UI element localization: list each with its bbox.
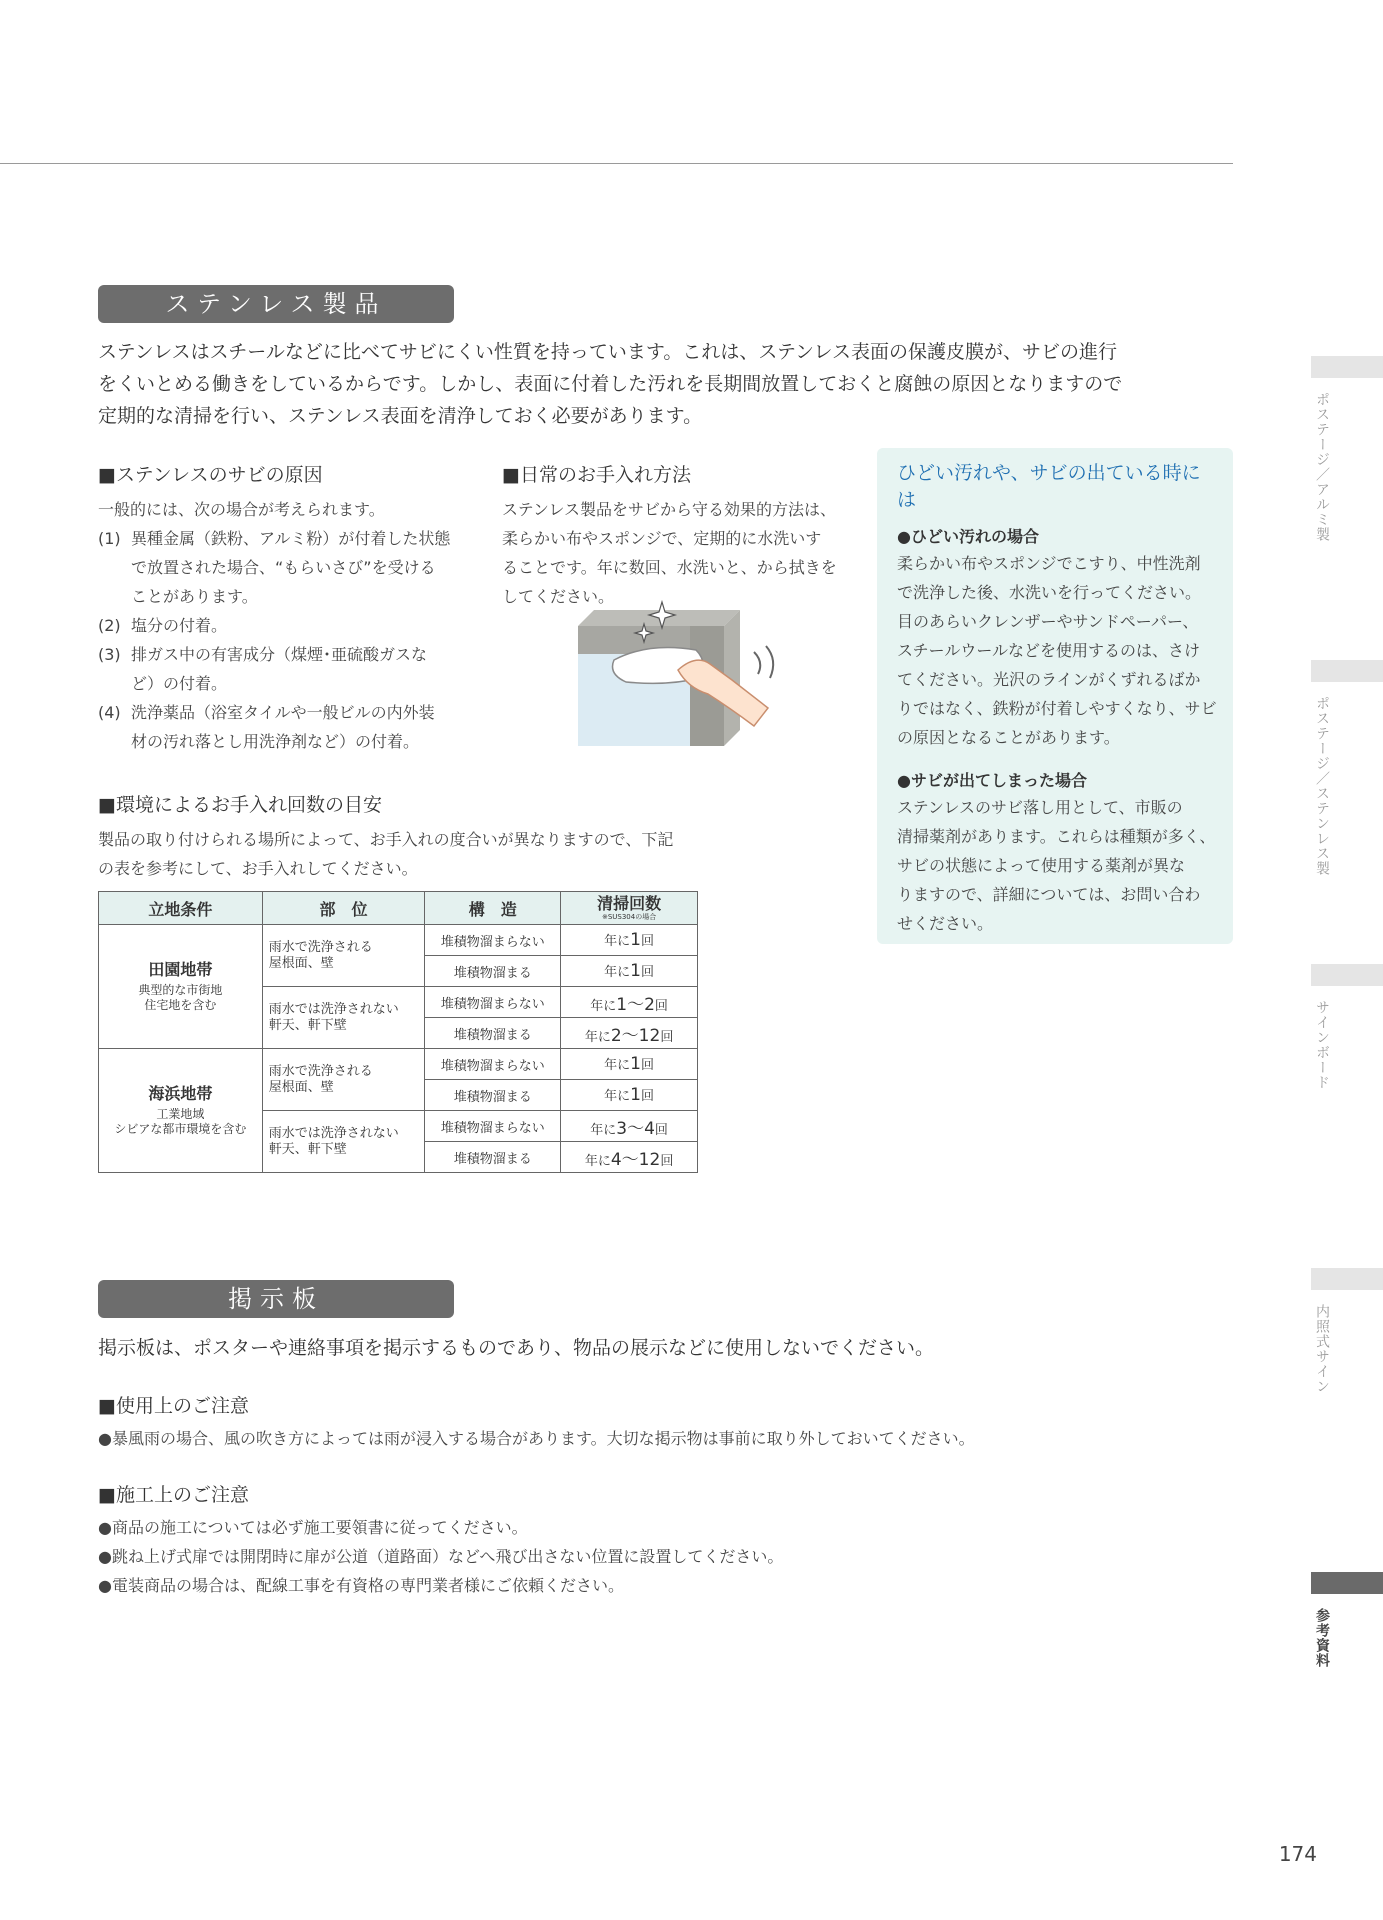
part-washed: 雨水で洗浄される 屋根面、壁 xyxy=(262,925,425,987)
header-frequency: 清掃回数 ※SUS304の場合 xyxy=(561,892,698,925)
usage-item: ●暴風雨の場合、風の吹き方によっては雨が浸入する場合があります。大切な掲示物は事前に取り外しておいてください。 xyxy=(98,1429,975,1448)
board-usage xyxy=(98,1391,1248,1453)
environment-section xyxy=(98,790,718,883)
environment-heading: ■環境によるお手入れ回数の目安 xyxy=(98,794,382,816)
site-coastal: 海浜地帯 工業地域 シビアな都市環境を含む xyxy=(99,1049,263,1173)
part-not-washed: 雨水では洗浄されない 軒天、軒下壁 xyxy=(262,1111,425,1173)
section-title-stainless: ステンレス製品 xyxy=(98,285,454,323)
cause-item: (2) 塩分の付着。 xyxy=(98,616,228,635)
board-intro: 掲示板は、ポスターや連絡事項を掲示するものであり、物品の展示などに使用しないでください。 xyxy=(98,1337,935,1359)
structure-cell: 堆積物溜まらない xyxy=(425,1049,561,1080)
cause-item: (3) 排ガス中の有害成分（煤煙･亜硫酸ガスな ど）の付着。 xyxy=(98,645,428,693)
cleaning-frequency-table xyxy=(98,891,698,1173)
frequency-cell: 年に1回 xyxy=(561,925,698,956)
structure-cell: 堆積物溜まらない xyxy=(425,987,561,1018)
rust-causes-lead: 一般的には、次の場合が考えられます。 xyxy=(98,500,385,519)
stainless-intro xyxy=(98,336,1248,432)
usage-heading: ■使用上のご注意 xyxy=(98,1395,249,1417)
frequency-cell: 年に1〜2回 xyxy=(561,987,698,1018)
motion-line xyxy=(766,646,773,678)
side-tab-label[interactable]: 参考資料 xyxy=(1314,1608,1330,1668)
side-tab-signboard[interactable] xyxy=(1311,964,1383,986)
intro-line: をくいとめる働きをしているからです。しかし、表面に付着した汚れを長期間放置しておくと腐蝕の原因となりますので xyxy=(98,373,1123,395)
frequency-cell: 年に4〜12回 xyxy=(561,1142,698,1173)
header-structure: 構 造 xyxy=(425,892,561,925)
heavy-dirt-box xyxy=(877,448,1233,944)
part-not-washed: 雨水では洗浄されない 軒天、軒下壁 xyxy=(262,987,425,1049)
cause-item: (4) 洗浄薬品（浴室タイルや一般ビルの内外装 材の汚れ落とし用洗浄剤など）の付着。 xyxy=(98,703,435,751)
wiping-illustration xyxy=(578,590,788,746)
table-row xyxy=(99,1049,698,1080)
heavy-dirt-line: 清掃薬剤があります。これらは種類が多く、 xyxy=(897,827,1216,846)
install-item: ●跳ね上げ式扉では開閉時に扉が公道（道路面）などへ飛び出さない位置に設置してください。 xyxy=(98,1547,784,1566)
intro-line: ステンレスはスチールなどに比べてサビにくい性質を持っています。これは、ステンレス表面の保護皮膜が、サビの進行 xyxy=(98,341,1117,363)
side-tab-stainless[interactable] xyxy=(1311,660,1383,682)
frequency-cell: 年に3〜4回 xyxy=(561,1111,698,1142)
table-header-row xyxy=(99,892,698,925)
install-item: ●電装商品の場合は、配線工事を有資格の専門業者様にご依頼ください。 xyxy=(98,1576,624,1595)
rust-causes-heading: ■ステンレスのサビの原因 xyxy=(98,464,323,486)
side-tab-label[interactable]: 内照式サイン xyxy=(1314,1304,1330,1394)
daily-care-line: ステンレス製品をサビから守る効果的方法は、 xyxy=(502,500,837,519)
heavy-dirt-line: で洗浄した後、水洗いを行ってください。 xyxy=(897,583,1202,602)
structure-cell: 堆積物溜まる xyxy=(425,1142,561,1173)
heavy-dirt-line: てください。光沢のラインがくずれるばか xyxy=(897,670,1201,689)
structure-cell: 堆積物溜まらない xyxy=(425,1111,561,1142)
side-tab-reference[interactable] xyxy=(1311,1572,1383,1594)
part-washed: 雨水で洗浄される 屋根面、壁 xyxy=(262,1049,425,1111)
side-tab-illuminated-sign[interactable] xyxy=(1311,1268,1383,1290)
install-heading: ■施工上のご注意 xyxy=(98,1484,249,1506)
environment-line: の表を参考にして、お手入れしてください。 xyxy=(98,859,418,878)
heavy-dirt-line: りますので、詳細については、お問い合わ xyxy=(897,885,1201,904)
page-number: 174 xyxy=(1278,1842,1317,1866)
structure-cell: 堆積物溜まる xyxy=(425,1018,561,1049)
install-item: ●商品の施工については必ず施工要領書に従ってください。 xyxy=(98,1518,528,1537)
heavy-dirt-line: ステンレスのサビ落し用として、市販の xyxy=(897,798,1183,817)
structure-cell: 堆積物溜まる xyxy=(425,1080,561,1111)
frequency-cell: 年に1回 xyxy=(561,1080,698,1111)
side-tab-label[interactable]: サインボード xyxy=(1314,1000,1330,1090)
rust-causes xyxy=(98,460,468,756)
heavy-dirt-title: ひどい汚れや、サビの出ている時には xyxy=(897,462,1201,511)
heavy-dirt-line: 柔らかい布やスポンジでこすり、中性洗剤 xyxy=(897,554,1201,573)
heavy-dirt-line: スチールウールなどを使用するのは、さけ xyxy=(897,641,1201,660)
heavy-dirt-line: 目のあらいクレンザーやサンドペーパー、 xyxy=(897,612,1199,631)
frequency-cell: 年に2〜12回 xyxy=(561,1018,698,1049)
structure-cell: 堆積物溜まらない xyxy=(425,925,561,956)
motion-line xyxy=(754,652,760,674)
side-tab-label[interactable]: ポステージ／アルミ製 xyxy=(1314,392,1330,542)
side-tab-label[interactable]: ポステージ／ステンレス製 xyxy=(1314,696,1330,876)
heavy-dirt-sub1: ●ひどい汚れの場合 xyxy=(897,527,1039,546)
heavy-dirt-sub2: ●サビが出てしまった場合 xyxy=(897,771,1087,790)
environment-line: 製品の取り付けられる場所によって、お手入れの度合いが異なりますので、下記 xyxy=(98,830,674,849)
daily-care-line: 柔らかい布やスポンジで、定期的に水洗いす xyxy=(502,529,822,548)
header-note: ※SUS304の場合 xyxy=(601,913,657,921)
table-row xyxy=(99,925,698,956)
top-rule xyxy=(0,163,1233,164)
board-install xyxy=(98,1480,1248,1600)
frequency-cell: 年に1回 xyxy=(561,956,698,987)
daily-care xyxy=(502,460,862,611)
heavy-dirt-line: りではなく、鉄粉が付着しやすくなり、サビ xyxy=(897,699,1217,718)
cause-item: (1) 異種金属（鉄粉、アルミ粉）が付着した状態 で放置された場合、“もらいさび”を受ける ことがあります。 xyxy=(98,529,451,606)
daily-care-heading: ■日常のお手入れ方法 xyxy=(502,464,691,486)
side-tab-aluminum[interactable] xyxy=(1311,356,1383,378)
heavy-dirt-line: の原因となることがあります。 xyxy=(897,728,1120,747)
site-rural: 田園地帯 典型的な市街地 住宅地を含む xyxy=(99,925,263,1049)
section-title-board: 掲示板 xyxy=(98,1280,454,1318)
heavy-dirt-line: せください。 xyxy=(897,914,994,933)
header-part: 部 位 xyxy=(262,892,425,925)
heavy-dirt-line: サビの状態によって使用する薬剤が異な xyxy=(897,856,1186,875)
daily-care-line: してください。 xyxy=(502,587,615,606)
frequency-cell: 年に1回 xyxy=(561,1049,698,1080)
header-location: 立地条件 xyxy=(99,892,263,925)
daily-care-line: ることです。年に数回、水洗いと、から拭きを xyxy=(502,558,837,577)
structure-cell: 堆積物溜まる xyxy=(425,956,561,987)
intro-line: 定期的な清掃を行い、ステンレス表面を清浄しておく必要があります。 xyxy=(98,405,703,427)
